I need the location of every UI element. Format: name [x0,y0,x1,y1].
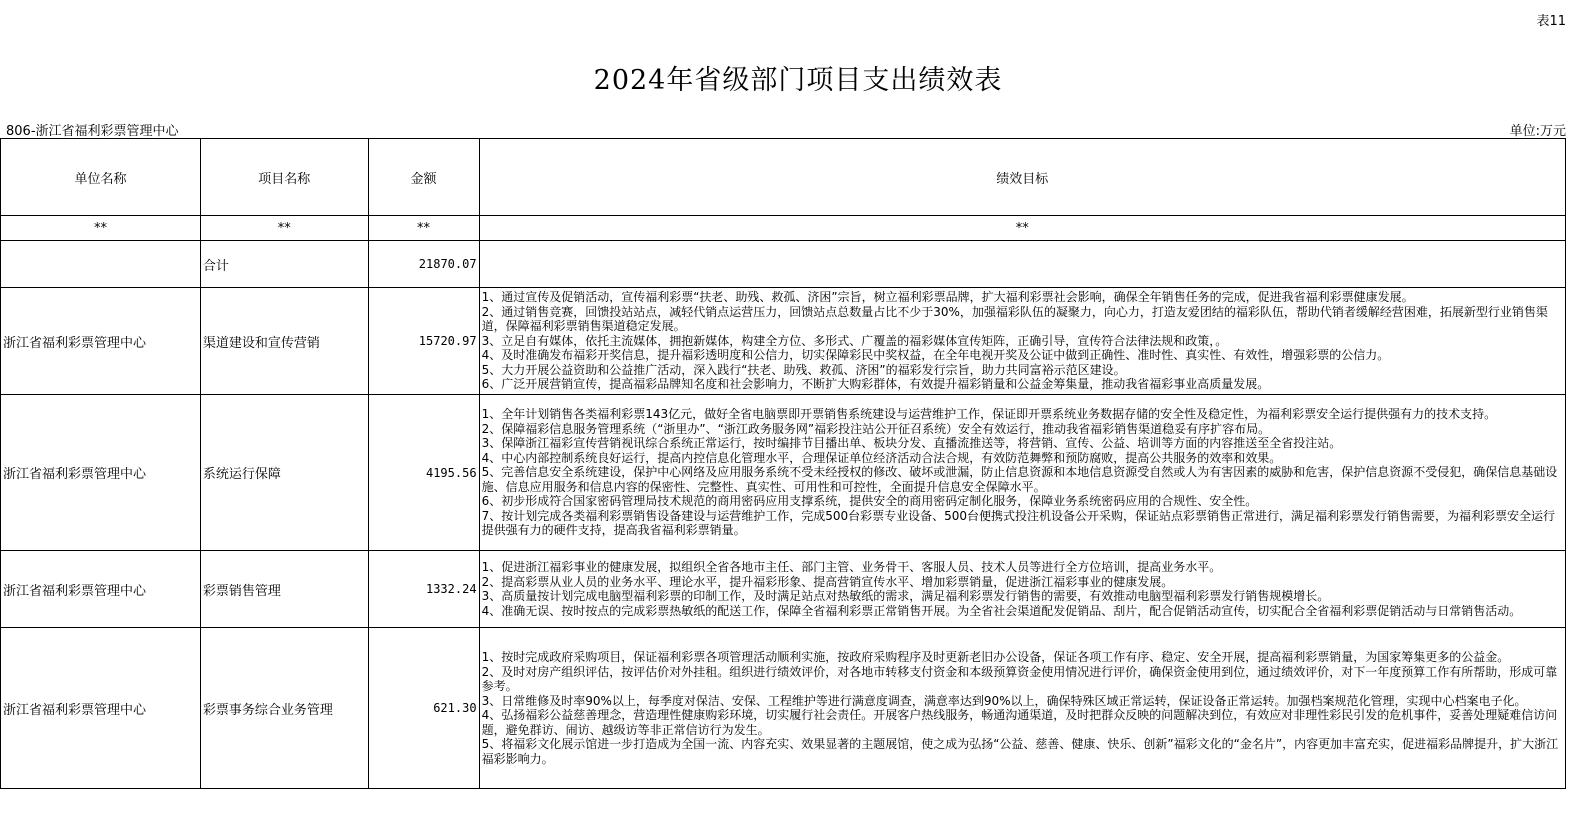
header-row [1,139,1566,216]
goal-item: 3、立足自有媒体，依托主流媒体，拥抱新媒体，构建全方位、多形式、广覆盖的福彩媒体宣传矩阵，正确引导，宣传符合法律法规和政策，。 [481,333,1228,348]
row-goals [479,395,1565,551]
goal-item: 7、按计划完成各类福利彩票销售设备建设与运营维护工作，完成500台彩票专业设备、500台便携式投注机设备公开采购，保证站点彩票销售正常进行，满足福利彩票发行销售需要，为福利彩票安全运行提供强有力的硬件支持，提高我省福利彩票销量。 [481,508,1556,538]
total-goals-cell [479,241,1565,288]
total-amount: 21870.07 [368,241,479,288]
row-goals [479,288,1565,395]
row-unit-name: 浙江省福利彩票管理中心 [1,628,201,789]
row-unit-name: 浙江省福利彩票管理中心 [1,288,201,395]
table-row [1,395,1566,551]
row-goals [479,628,1565,789]
goal-item: 1、全年计划销售各类福利彩票143亿元，做好全省电脑票即开票销售系统建设与运营维护工作，保证即开票系统业务数据存储的安全性及稳定性，为福利彩票安全运行提供强有力的技术支持。 [481,407,1497,422]
page-title: 2024年省级部门项目支出绩效表 [593,65,1003,96]
goal-item: 3、日常维修及时率90%以上，每季度对保洁、安保、工程维护等进行满意度调查，满意率达到90%以上，确保特殊区域正常运转，保证设备正常运转。加强档案规范化管理，实现中心档案电子化。 [481,693,1527,708]
header-amount: 金额 [368,139,479,216]
goal-item: 1、促进浙江福彩事业的健康发展，拟组织全省各地市主任、部门主管、业务骨干、客服人员、技术人员等进行全方位培训，提高业务水平。 [481,560,1222,574]
goal-item: 2、及时对房产组织评估，按评估价对外挂租。组织进行绩效评价，对各地市转移支付资金和本级预算资金使用情况进行评价，确保资金使用到位，通过绩效评价，对下一年度预算工作有所帮助，形成可靠参考。 [481,664,1558,693]
goal-item: 3、高质量按计划完成电脑型福利彩票的印制工作，及时满足站点对热敏纸的需求，满足福利彩票发行销售的需要，有效推动电脑型福利彩票发行销售规模增长。 [481,589,1330,603]
goal-item: 6、广泛开展营销宣传，提高福彩品牌知名度和社会影响力，不断扩大购彩群体，有效提升福彩销量和公益金筹集量，推动我省福彩事业高质量发展。 [481,377,1270,392]
goal-item: 3、保障浙江福彩宣传营销视讯综合系统正常运行，按时编排节目播出单、板块分发、直播流推送等，将营销、宣传、公益、培训等方面的内容推送至全省投注站。 [481,436,1342,451]
header-goals: 绩效目标 [479,139,1565,216]
row-unit-name: 浙江省福利彩票管理中心 [1,395,201,551]
row-unit-name: 浙江省福利彩票管理中心 [1,551,201,628]
placeholder-goals: ** [479,216,1565,241]
goal-item: 5、将福彩文化展示馆进一步打造成为全国一流、内容充实、效果显著的主题展馆，使之成为弘扬“公益、慈善、健康、快乐、创新”福彩文化的“金名片”，内容更加丰富充实，促进福彩品牌提升，扩大浙江福彩影响力。 [481,737,1559,766]
row-goals [479,551,1565,628]
total-row [1,241,1566,288]
row-project-name: 彩票事务综合业务管理 [200,628,368,789]
goal-item: 5、大力开展公益资助和公益推广活动，深入践行“扶老、助残、救孤、济困”的福彩发行宗旨，助力共同富裕示范区建设。 [481,362,1126,377]
table-row [1,551,1566,628]
row-project-name: 彩票销售管理 [200,551,368,628]
goal-item: 2、保障福彩信息服务管理系统（“浙里办”、“浙江政务服务网”福彩投注站公开征召系统）安全有效运行，推动我省福彩销售渠道稳妥有序扩容布局。 [481,421,1271,436]
placeholder-project-name: ** [200,216,368,241]
unit-label: 单位:万元 [1509,124,1566,139]
goal-item: 1、通过宣传及促销活动，宣传福利彩票“扶老、助残、救孤、济困”宗旨，树立福利彩票品牌，扩大福利彩票社会影响，确保全年销售任务的完成，促进我省福利彩票健康发展。 [481,290,1414,305]
goal-item: 5、完善信息安全系统建设，保护中心网络及应用服务系统不受未经授权的修改、破坏或泄漏，防止信息资源和本地信息资源受自然或人为有害因素的威胁和危害，保护信息资源不受侵犯，确保信息基础设施、信息应用服务和信息内容的保密性、完整性、真实性、可用性和可控性，全面提升信息安全保障水平。 [481,465,1558,494]
row-amount: 1332.24 [368,551,479,628]
goal-item: 2、通过销售竞赛，回馈投站站点，减轻代销点运营压力，回馈站点总数量占比不少于30%，加强福彩队伍的凝聚力，向心力，打造友爱团结的福彩队伍，帮助代销者缓解经营困难，拓展新型行业销售渠道，保障福利彩票销售渠道稳定发展。 [481,304,1548,334]
row-project-name: 系统运行保障 [200,395,368,551]
total-unit-cell [1,241,201,288]
goal-item: 2、提高彩票从业人员的业务水平、理论水平，提升福彩形象、提高营销宣传水平、增加彩票销量，促进浙江福彩事业的健康发展。 [481,574,1174,589]
row-amount: 4195.56 [368,395,479,551]
row-amount: 621.30 [368,628,479,789]
row-amount: 15720.97 [368,288,479,395]
goal-item: 4、中心内部控制系统良好运行，提高内控信息化管理水平，合理保证单位经济活动合法合规，有效防范舞弊和预防腐败，提高公共服务的效率和效果。 [481,450,1282,465]
placeholder-row [1,216,1566,241]
placeholder-amount: ** [368,216,479,241]
row-project-name: 渠道建设和宣传营销 [200,288,368,395]
goal-item: 4、及时准确发布福彩开奖信息，提升福彩透明度和公信力，切实保障彩民中奖权益，在全年电视开奖及公证中做到正确性、准时性、真实性、有效性，增强彩票的公信力。 [481,348,1390,363]
goal-item: 6、初步形成符合国家密码管理局技术规范的商用密码应用支撑系统，提供安全的商用密码定制化服务，保障业务系统密码应用的合规性、安全性。 [481,494,1258,509]
performance-table [0,138,1566,789]
header-project-name: 项目名称 [200,139,368,216]
goal-item: 4、弘扬福彩公益慈善理念，营造理性健康购彩环境，切实履行社会责任。开展客户热线服务，畅通沟通渠道，及时把群众反映的问题解决到位，有效应对非理性彩民引发的危机事件，妥善处理疑难信访问题，避免群访、闹访、越级访等非正常信访行为发生。 [481,708,1558,737]
goal-item: 4、准确无误、按时按点的完成彩票热敏纸的配送工作，保障全省福利彩票正常销售开展。为全省社会渠道配发促销品、刮片，配合促销活动宣传，切实配合全省福利彩票促销活动与日常销售活动。 [481,603,1522,618]
goal-item: 1、按时完成政府采购项目，保证福利彩票各项管理活动顺利实施，按政府采购程序及时更新老旧办公设备，保证各项工作有序、稳定、安全开展，提高福利彩票销量，为国家筹集更多的公益金。 [481,650,1510,664]
header-unit-name: 单位名称 [1,139,201,216]
total-label: 合计 [200,241,368,288]
placeholder-unit-name: ** [1,216,201,241]
table-row [1,628,1566,789]
department-label: 806-浙江省福利彩票管理中心 [6,124,179,139]
table-row [1,288,1566,395]
table-number-label: 表11 [1536,14,1566,29]
